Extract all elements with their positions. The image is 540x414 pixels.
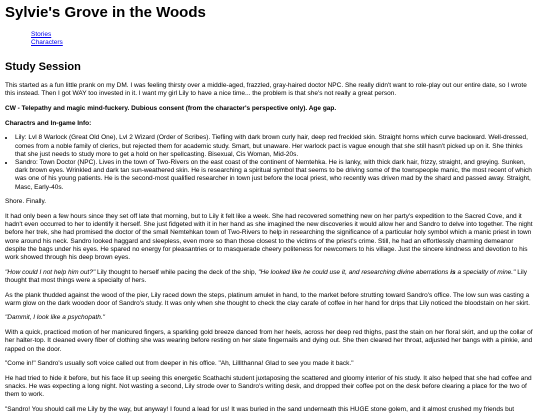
character-lily: • Lily: Lvl 8 Warlock (Great Old One), Lvl 2 Wizard (Order of Scribes). Tiefling with dark brown curly hair, deep red freckled skin. Straight horns which curve backward. Well-dressed, comes from a noble family of clerics, but rejected them for academic study. Smart, but unaware. Her warlock pact is vague enough that she still hasn't picked up on it. She thinks that she just needs to study more to get a hold on her spellcasting. Bisexual, Cis Woman, Mid-20s. — [15, 134, 535, 159]
character-sandro: • Sandro: Town Doctor (NPC). Lives in the town of Two-Rivers on the east coast of the continent of Nemtehka. He is lanky, with thick dark hair, frizzy, straight, and greying. Sunken, dark brown eyes. Wrinkled and dark tan sun-weathered skin. He is researching a spiritual symbol that seems to be driving some of the townspeople manic, the most recent of which was one of his young patients. He is the second-most qualified researcher in town just before the local priest, who recently was driven mad by the shard and passed away. Straight, Masc, Early-40s. — [15, 159, 535, 192]
story-paragraph-3: As the plank thudded against the wood of the pier, Lily raced down the steps, platinum amulet in hand, to the market before strutting toward Sandro's office. The low sun was casting a warm glow on the dark wooden door of Sandro's study. It was only when she thought to check the clay carafe of coffee in her hand for drips that Lily noticed the bloodstain on her skirt. — [5, 291, 530, 307]
emphasis-is: is — [450, 268, 456, 276]
narration-2: Lily thought that most things were a specialty of hers. — [5, 268, 527, 284]
intro-paragraph: This started as a fun little prank on my DM. I was feeling thirsty over a middle-aged, frazzled, gray-haired doctor NPC. She really didn't want to role-play out our entire date, so I wrote this instead. Then I got WAY too invested in it. I want my girl Lily to have a nice time... the problem is that she's not really a great person. — [5, 82, 527, 98]
nav-link-characters[interactable]: Characters — [31, 39, 63, 46]
thought-quote-2a: "He looked like he could use it, and researching divine aberrations — [258, 268, 451, 276]
characters-heading: Charactrs and In-game Info: — [5, 119, 92, 127]
story-paragraph-2 — [5, 269, 535, 285]
thought-quote-2b: a specialty of mine." — [455, 268, 516, 276]
site-nav — [31, 31, 535, 47]
site-title: Sylvie's Grove in the Woods — [5, 4, 206, 21]
story-paragraph-5: With a quick, practiced motion of her manicured fingers, a sparkling gold breeze danced from her heels, across her deep red thighs, past the stain on her floral skirt, and up the collar of her halter-top. It cleaned every fiber of clothing she was wearing before resting on her slate fingernails and dying out. She then cleared her throat, adjusted her bangs with a pinkie, and rapped on the door. — [5, 329, 533, 353]
nav-item-stories — [31, 31, 535, 39]
nav-item-characters — [31, 39, 535, 47]
story-paragraph-8: "Sandro! You should call me Lily by the way, but anyway! I found a lead for us! It was buried in the sand underneath this HUGE stone golem, and it almost crushed my friends but — [5, 406, 515, 414]
thought-quote-3: "Dammit, I look like a psychopath." — [5, 314, 105, 322]
thought-quote-2 — [258, 269, 515, 276]
story-paragraph-7: He had tried to hide it before, but his face lit up seeing this energetic Scathachi student juxtaposing the scattered and gloomy interior of his study. It also helped that she had coffee and snacks. He was expecting a long night. Not wasting a second, Lily strode over to Sandro's writing desk, and dropped their coffee pot on the desk before clearing a place for the two of them to work. — [5, 374, 532, 399]
story-paragraph-6: "Come in!" Sandro's usually soft voice called out from deeper in his office. "Ah, Lilllthanna! Glad to see you made it back." — [5, 360, 354, 368]
thought-quote-1: "How could I not help him out?" — [5, 268, 96, 276]
narration-1: Lily thought to herself while pacing the deck of the ship, — [95, 268, 259, 276]
story-paragraph-shore: Shore. Finally. — [5, 198, 47, 206]
content-warning: CW - Telepathy and magic mind-fuckery. Dubious consent (from the character's perspective only). Age gap. — [5, 104, 337, 112]
character-list — [5, 134, 535, 191]
story-paragraph-4 — [5, 314, 535, 322]
nav-link-stories[interactable]: Stories — [31, 31, 52, 38]
post-title: Study Session — [5, 61, 81, 73]
story-paragraph-1: It had only been a few hours since they set off late that morning, but to Lily it felt like a week. She had recovered something new on her party's expedition to the Sacred Cove, and it hadn't even occurred to her to identify it herself. She just fidgeted with it in her hand as she imagined the new discoveries it would allow her and Sandro to delve into together. The night before her trek, she had promised the doctor of the small Nemtehkan town of Two-Rivers to help in researching the significance of a particular holy symbol which a manic priest in town wore around his neck. Sandro looked haggard and sleepless, even more so than those closest to the victims of the priest's crime. Still, he had an effortlessly charming demeanor despite the bags under his eyes. He spared no energy for pleasantries or to masquerade cheery politeness for newcomers to his village. Just the sincere kindness and devotion to his work showed through his deep brown eyes. — [5, 212, 533, 261]
